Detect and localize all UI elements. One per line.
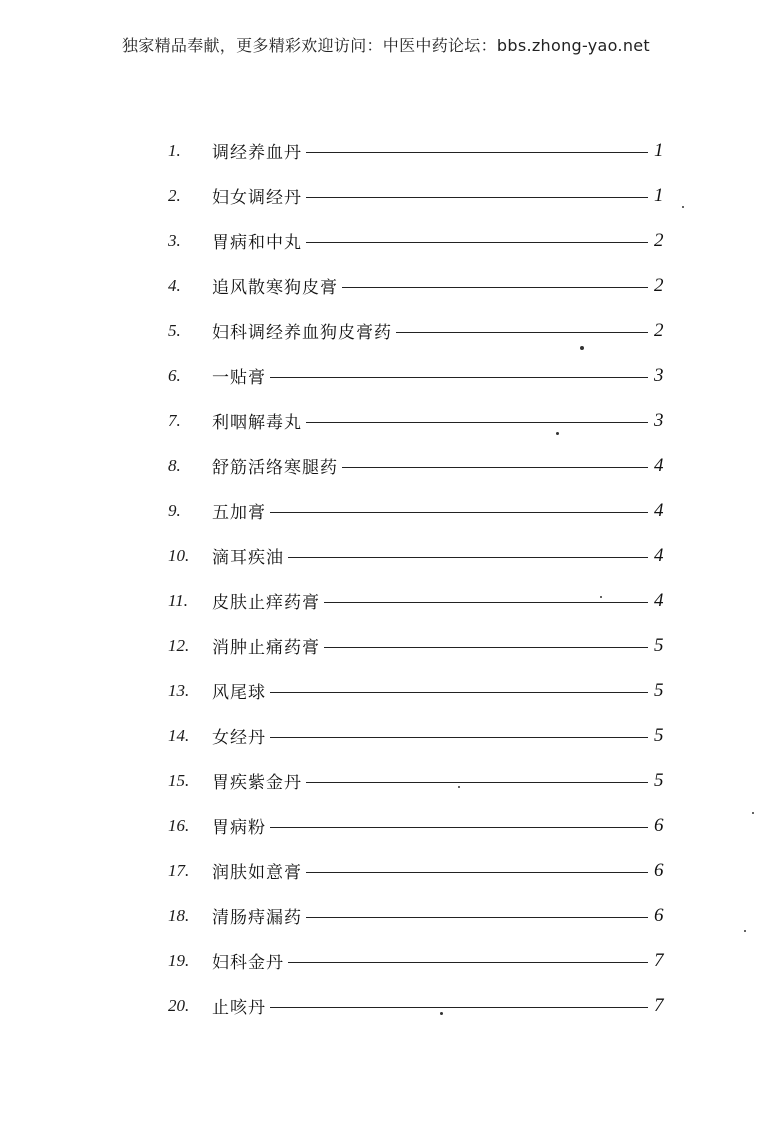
toc-entry-number: 5. [168,320,181,340]
scan-speck [580,346,584,350]
toc-leader-line [270,692,648,693]
toc-entry-title: 一贴膏 [212,368,266,388]
toc-leader-line [306,242,648,243]
scan-speck [682,206,684,208]
toc-leader-line [270,377,648,378]
toc-entry-number: 17. [168,860,190,880]
toc-entry [168,983,676,1028]
toc-entry-page: 2 [654,274,664,296]
toc-entry-page: 6 [654,904,664,926]
toc-leader-line [270,737,648,738]
toc-entry [168,758,676,803]
toc-entry [168,263,676,308]
toc-entry [168,668,676,713]
toc-entry [168,938,676,983]
toc-entry-number: 3. [168,230,181,250]
toc-entry-number: 15. [168,770,190,790]
toc-leader-line [306,197,648,198]
toc-entry-title: 风尾球 [212,683,266,703]
toc-entry-title: 润肤如意膏 [212,863,302,883]
toc-entry-number: 12. [168,635,190,655]
table-of-contents [168,128,676,1028]
toc-leader-line [306,152,648,153]
toc-entry-title: 调经养血丹 [212,143,302,163]
scan-speck [556,432,559,435]
toc-entry [168,893,676,938]
toc-entry-page: 1 [654,184,664,206]
toc-entry-title: 胃疾紫金丹 [212,773,302,793]
toc-entry [168,488,676,533]
toc-entry-title: 舒筋活络寒腿药 [212,458,338,478]
toc-entry [168,308,676,353]
toc-entry-title: 女经丹 [212,728,266,748]
toc-entry [168,623,676,668]
toc-entry-number: 6. [168,365,181,385]
toc-entry [168,803,676,848]
toc-leader-line [270,512,648,513]
toc-entry-page: 7 [654,949,664,971]
toc-entry-number: 4. [168,275,181,295]
toc-entry-page: 5 [654,769,664,791]
site-banner: 独家精品奉献，更多精彩欢迎访问：中医中药论坛：bbs.zhong-yao.net [122,36,650,55]
toc-entry [168,578,676,623]
toc-entry-number: 2. [168,185,181,205]
toc-entry [168,713,676,758]
toc-entry-number: 18. [168,905,190,925]
toc-entry-page: 2 [654,229,664,251]
toc-entry-title: 滴耳疾油 [212,548,284,568]
scan-speck [744,930,746,932]
toc-entry-number: 1. [168,140,181,160]
toc-entry-title: 胃病和中丸 [212,233,302,253]
toc-entry-page: 2 [654,319,664,341]
toc-leader-line [288,557,648,558]
toc-entry-page: 5 [654,679,664,701]
toc-entry-title: 清肠痔漏药 [212,908,302,928]
toc-leader-line [306,422,648,423]
toc-leader-line [342,467,648,468]
toc-leader-line [324,647,648,648]
toc-entry-title: 妇女调经丹 [212,188,302,208]
toc-entry-page: 6 [654,814,664,836]
toc-entry-title: 皮肤止痒药膏 [212,593,320,613]
toc-entry-page: 5 [654,634,664,656]
toc-entry-number: 7. [168,410,181,430]
toc-leader-line [306,917,648,918]
scan-speck [458,786,460,788]
toc-leader-line [270,1007,648,1008]
scan-speck [752,812,754,814]
toc-entry-number: 16. [168,815,190,835]
toc-entry-page: 5 [654,724,664,746]
toc-leader-line [270,827,648,828]
toc-leader-line [306,782,648,783]
toc-leader-line [306,872,648,873]
toc-leader-line [288,962,648,963]
toc-entry-number: 14. [168,725,190,745]
toc-entry [168,398,676,443]
toc-entry-number: 11. [168,590,188,610]
toc-entry-title: 妇科调经养血狗皮膏药 [212,323,392,343]
toc-entry-page: 4 [654,589,664,611]
toc-entry-title: 胃病粉 [212,818,266,838]
toc-entry [168,443,676,488]
toc-entry-number: 8. [168,455,181,475]
toc-entry-page: 4 [654,499,664,521]
scan-speck [440,1012,443,1015]
toc-entry-number: 9. [168,500,181,520]
toc-leader-line [396,332,648,333]
toc-entry-title: 利咽解毒丸 [212,413,302,433]
toc-entry-number: 13. [168,680,190,700]
toc-entry-title: 妇科金丹 [212,953,284,973]
toc-entry-page: 3 [654,409,664,431]
toc-entry-page: 4 [654,544,664,566]
toc-entry [168,533,676,578]
toc-entry-page: 7 [654,994,664,1016]
toc-entry-number: 19. [168,950,190,970]
toc-entry-number: 20. [168,995,190,1015]
toc-entry [168,128,676,173]
toc-entry-page: 6 [654,859,664,881]
toc-entry-page: 4 [654,454,664,476]
toc-entry-title: 止咳丹 [212,998,266,1018]
toc-entry-title: 消肿止痛药膏 [212,638,320,658]
toc-entry-number: 10. [168,545,190,565]
toc-leader-line [342,287,648,288]
toc-entry-title: 追风散寒狗皮膏 [212,278,338,298]
toc-entry [168,353,676,398]
toc-entry-page: 3 [654,364,664,386]
toc-entry [168,173,676,218]
toc-leader-line [324,602,648,603]
toc-entry-page: 1 [654,139,664,161]
toc-entry-title: 五加膏 [212,503,266,523]
toc-entry [168,848,676,893]
toc-entry [168,218,676,263]
scan-speck [600,596,602,598]
